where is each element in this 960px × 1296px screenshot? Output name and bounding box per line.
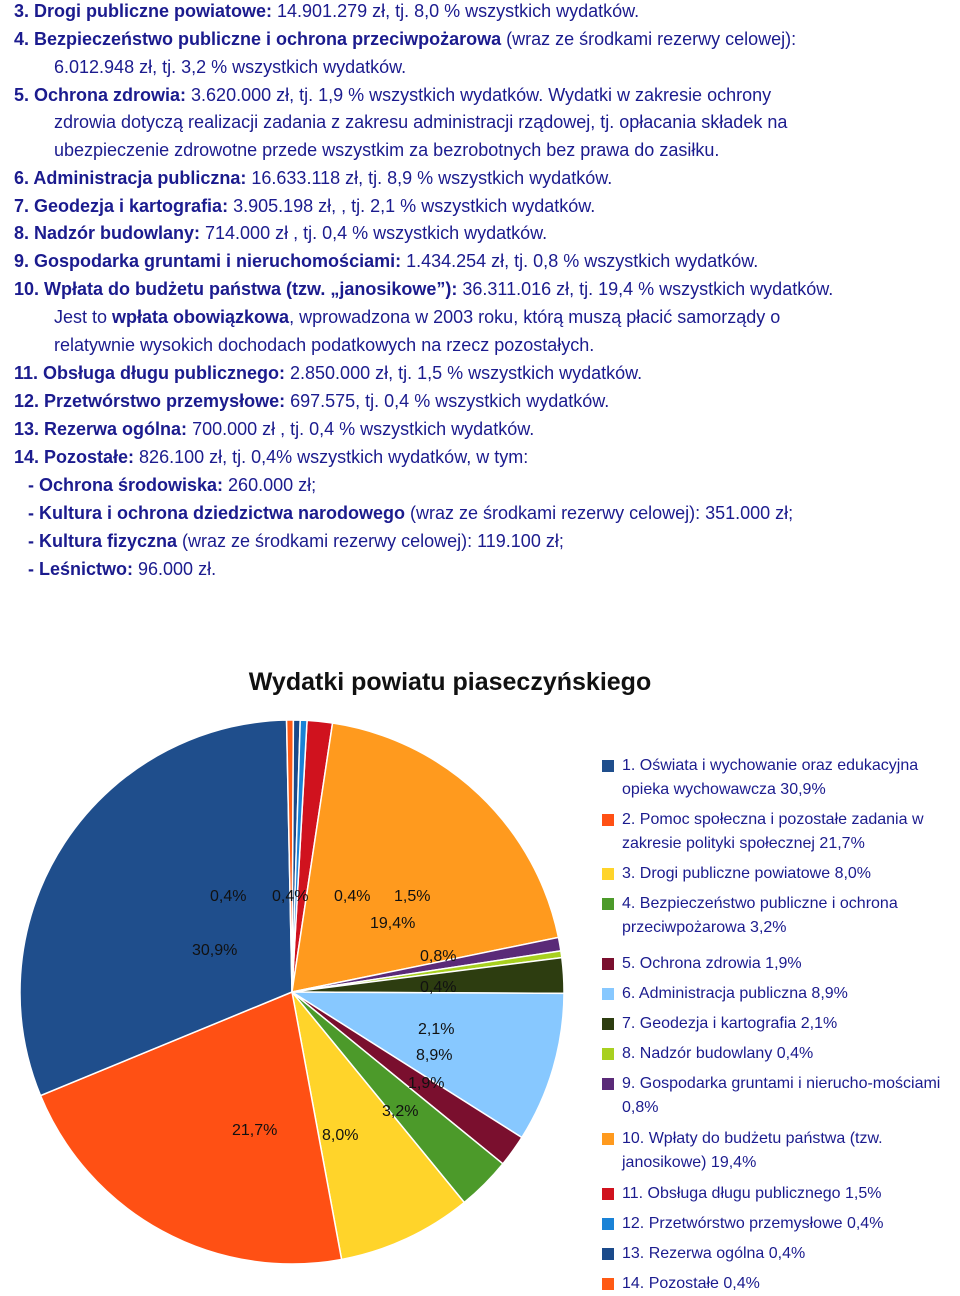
- legend-label: 7. Geodezja i kartografia 2,1%: [622, 1015, 838, 1032]
- bold-text: 9. Gospodarka gruntami i nieruchomościami:: [14, 251, 402, 271]
- legend-label: 11. Obsługa długu publicznego 1,5%: [622, 1185, 882, 1202]
- pie-data-label: 19,4%: [370, 915, 416, 932]
- pie-data-label: 0,4%: [420, 979, 457, 996]
- bold-text: - Kultura i ochrona dziedzictwa narodowego: [28, 503, 406, 523]
- bold-text: 10. Wpłata do budżetu państwa (tzw. „janosikowe”):: [14, 279, 458, 299]
- pie-data-label: 0,4%: [334, 888, 371, 905]
- body-text: 700.000 zł , tj. 0,4 % wszystkich wydatków.: [187, 419, 535, 439]
- body-text: 2.850.000 zł, tj. 1,5 % wszystkich wydatków.: [285, 363, 643, 383]
- legend-swatch: [602, 1218, 614, 1230]
- body-text: Jest to: [54, 307, 113, 327]
- body-text: (wraz ze środkami rezerwy celowej): 119.100 zł;: [177, 531, 564, 551]
- body-text: 6.012.948 zł, tj. 3,2 % wszystkich wydatków.: [54, 57, 407, 77]
- body-text: 3.620.000 zł, tj. 1,9 % wszystkich wydatków. Wydatki w zakresie ochrony: [186, 85, 772, 105]
- text-line: [54, 306, 934, 328]
- legend-swatch: [602, 1078, 614, 1090]
- body-text: (wraz ze środkami rezerwy celowej): 351.000 zł;: [405, 503, 794, 523]
- pie-data-label: 30,9%: [192, 942, 238, 959]
- legend-label: 12. Przetwórstwo przemysłowe 0,4%: [622, 1215, 884, 1232]
- legend-label: 8. Nadzór budowlany 0,4%: [622, 1045, 814, 1062]
- legend-swatch: [602, 1133, 614, 1145]
- legend-swatch: [602, 1048, 614, 1060]
- text-line: [14, 84, 771, 106]
- legend-label: 4. Bezpieczeństwo publiczne i ochrona przeciwpożarowa 3,2%: [622, 895, 898, 936]
- pie-data-label: 2,1%: [418, 1021, 455, 1038]
- legend-label: 13. Rezerwa ogólna 0,4%: [622, 1245, 806, 1262]
- body-text: 36.311.016 zł, tj. 19,4 % wszystkich wydatków.: [457, 279, 834, 299]
- body-text: 16.633.118 zł, tj. 8,9 % wszystkich wydatków.: [246, 168, 613, 188]
- pie-data-label: 8,0%: [322, 1127, 359, 1144]
- legend-swatch: [602, 814, 614, 826]
- bold-text: 11. Obsługa długu publicznego:: [14, 363, 286, 383]
- text-line: [28, 502, 793, 524]
- bold-text: 5. Ochrona zdrowia:: [14, 85, 187, 105]
- legend-swatch: [602, 1278, 614, 1290]
- bold-text: wpłata obowiązkowa: [112, 307, 290, 327]
- body-text: , wprowadzona w 2003 roku, którą muszą płacić samorządy o: [289, 307, 781, 327]
- bold-text: 6. Administracja publiczna:: [14, 168, 247, 188]
- legend-label: 2. Pomoc społeczna i pozostałe zadania w zakresie polityki społecznej 21,7%: [622, 811, 924, 852]
- text-line: [14, 195, 595, 217]
- bold-text: - Ochrona środowiska:: [28, 475, 224, 495]
- legend-swatch: [602, 1248, 614, 1260]
- chart-title: Wydatki powiatu piaseczyńskiego: [248, 668, 652, 696]
- text-line: [14, 362, 642, 384]
- legend-swatch: [602, 760, 614, 772]
- legend-swatch: [602, 1188, 614, 1200]
- pie-data-label: 0,8%: [420, 948, 457, 965]
- body-text: relatywnie wysokich dochodach podatkowych na rzecz pozostałych.: [54, 335, 595, 355]
- text-line: [28, 558, 216, 580]
- body-text: 1.434.254 zł, tj. 0,8 % wszystkich wydatków.: [401, 251, 759, 271]
- legend-label: 14. Pozostałe 0,4%: [622, 1275, 760, 1292]
- legend-label: 1. Oświata i wychowanie oraz edukacyjna opieka wychowawcza 30,9%: [622, 757, 919, 798]
- pie-data-label: 0,4%: [272, 888, 309, 905]
- pie-chart: [0, 720, 600, 1293]
- body-text: 3.905.198 zł, , tj. 2,1 % wszystkich wydatków.: [228, 196, 596, 216]
- body-text: ubezpieczenie zdrowotne przede wszystkim za bezrobotnych bez prawa do zasiłku.: [54, 140, 720, 160]
- legend-swatch: [602, 868, 614, 880]
- body-text: (wraz ze środkami rezerwy celowej):: [501, 29, 797, 49]
- legend-label: 3. Drogi publiczne powiatowe 8,0%: [622, 865, 872, 882]
- body-text: 14.901.279 zł, tj. 8,0 % wszystkich wydatków.: [272, 1, 640, 21]
- bold-text: - Leśnictwo:: [28, 559, 134, 579]
- text-line: [14, 390, 609, 412]
- body-text: 826.100 zł, tj. 0,4% wszystkich wydatków, w tym:: [134, 447, 529, 467]
- text-line: [14, 28, 796, 50]
- legend-swatch: [602, 988, 614, 1000]
- text-line: [14, 278, 833, 300]
- bold-text: 3. Drogi publiczne powiatowe:: [14, 1, 273, 21]
- body-text: 697.575, tj. 0,4 % wszystkich wydatków.: [285, 391, 610, 411]
- body-text: 260.000 zł;: [223, 475, 317, 495]
- bold-text: 13. Rezerwa ogólna:: [14, 419, 188, 439]
- bold-text: 8. Nadzór budowlany:: [14, 223, 201, 243]
- body-text: 714.000 zł , tj. 0,4 % wszystkich wydatków.: [200, 223, 548, 243]
- text-line: [14, 250, 758, 272]
- text-line: [54, 111, 787, 133]
- text-line: [14, 446, 528, 468]
- bold-text: - Kultura fizyczna: [28, 531, 178, 551]
- legend-swatch: [602, 958, 614, 970]
- text-line: [28, 530, 564, 552]
- pie-data-label: 3,2%: [382, 1103, 419, 1120]
- text-line: [54, 334, 594, 356]
- text-line: [14, 418, 534, 440]
- bold-text: 12. Przetwórstwo przemysłowe:: [14, 391, 286, 411]
- text-line: [28, 474, 316, 496]
- bold-text: 7. Geodezja i kartografia:: [14, 196, 229, 216]
- legend-label: 5. Ochrona zdrowia 1,9%: [622, 955, 802, 972]
- legend-label: 9. Gospodarka gruntami i nierucho-mościami 0,8%: [622, 1075, 941, 1116]
- legend-swatch: [602, 1018, 614, 1030]
- text-line: [14, 167, 612, 189]
- pie-data-label: 1,5%: [394, 888, 431, 905]
- pie-data-label: 21,7%: [232, 1122, 278, 1139]
- text-line: [14, 222, 547, 244]
- pie-data-label: 8,9%: [416, 1047, 453, 1064]
- pie-data-label: 1,9%: [408, 1075, 445, 1092]
- bold-text: 4. Bezpieczeństwo publiczne i ochrona przeciwpożarowa: [14, 29, 502, 49]
- text-line: [54, 139, 719, 161]
- bold-text: 14. Pozostałe:: [14, 447, 135, 467]
- pie-data-label: 0,4%: [210, 888, 247, 905]
- text-line: [14, 0, 639, 22]
- legend-swatch: [602, 898, 614, 910]
- body-text: zdrowia dotyczą realizacji zadania z zakresu administracji rządowej, tj. opłacania składek na: [54, 112, 788, 132]
- body-text: 96.000 zł.: [133, 559, 217, 579]
- text-line: [54, 56, 406, 78]
- legend-label: 10. Wpłaty do budżetu państwa (tzw. janosikowe) 19,4%: [622, 1130, 883, 1171]
- legend-label: 6. Administracja publiczna 8,9%: [622, 985, 848, 1002]
